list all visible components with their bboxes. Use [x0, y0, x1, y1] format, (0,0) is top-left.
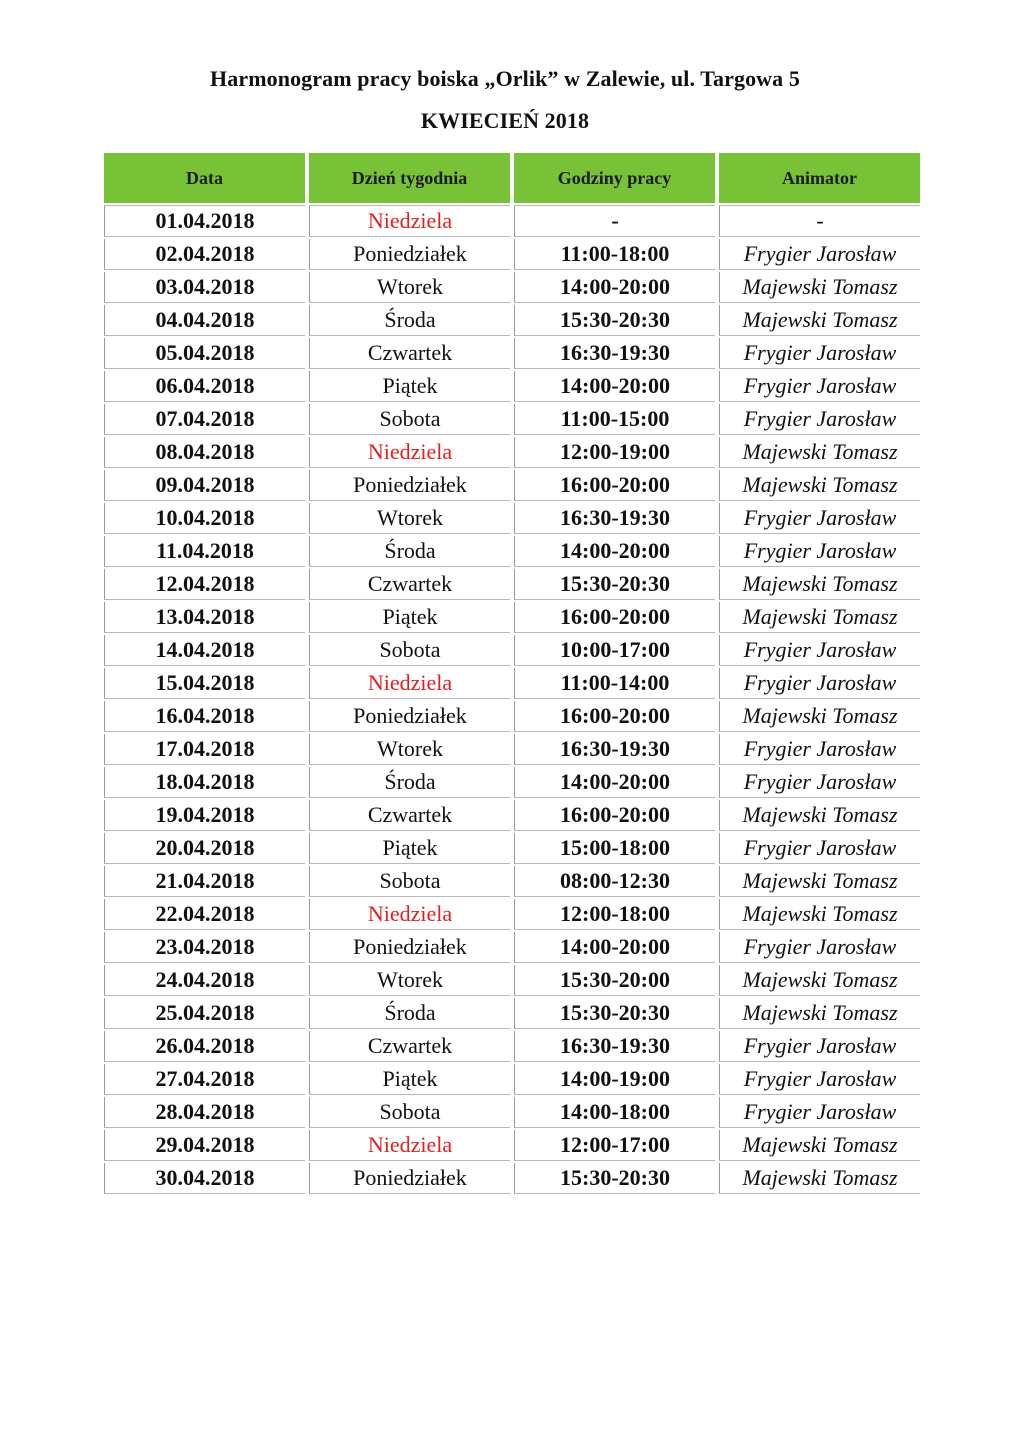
table-row	[104, 404, 920, 435]
cell-animator: Majewski Tomasz	[719, 701, 920, 732]
cell-animator: Majewski Tomasz	[719, 899, 920, 930]
cell-date: 11.04.2018	[104, 536, 305, 567]
cell-animator: Frygier Jarosław	[719, 734, 920, 765]
cell-day: Środa	[309, 536, 510, 567]
table-row	[104, 205, 920, 237]
cell-date: 10.04.2018	[104, 503, 305, 534]
cell-day: Sobota	[309, 635, 510, 666]
cell-date: 06.04.2018	[104, 371, 305, 402]
table-row	[104, 1097, 920, 1128]
cell-animator: Majewski Tomasz	[719, 569, 920, 600]
cell-day: Sobota	[309, 404, 510, 435]
table-row	[104, 1163, 920, 1194]
cell-day: Niedziela	[309, 205, 510, 237]
cell-day: Niedziela	[309, 437, 510, 468]
cell-hours: 10:00-17:00	[514, 635, 715, 666]
cell-animator: Frygier Jarosław	[719, 635, 920, 666]
cell-day: Poniedziałek	[309, 701, 510, 732]
cell-day: Poniedziałek	[309, 932, 510, 963]
cell-animator: Majewski Tomasz	[719, 998, 920, 1029]
cell-hours: 15:30-20:30	[514, 998, 715, 1029]
cell-day: Środa	[309, 998, 510, 1029]
cell-animator: -	[719, 205, 920, 237]
table-row	[104, 998, 920, 1029]
column-header-hours: Godziny pracy	[514, 153, 715, 203]
table-row	[104, 239, 920, 270]
cell-date: 05.04.2018	[104, 338, 305, 369]
cell-date: 20.04.2018	[104, 833, 305, 864]
column-header-animator: Animator	[719, 153, 920, 203]
table-row	[104, 800, 920, 831]
cell-animator: Frygier Jarosław	[719, 1031, 920, 1062]
cell-day: Sobota	[309, 866, 510, 897]
cell-animator: Majewski Tomasz	[719, 437, 920, 468]
cell-date: 01.04.2018	[104, 205, 305, 237]
cell-hours: -	[514, 205, 715, 237]
cell-date: 12.04.2018	[104, 569, 305, 600]
table-row	[104, 833, 920, 864]
cell-date: 03.04.2018	[104, 272, 305, 303]
cell-animator: Frygier Jarosław	[719, 932, 920, 963]
cell-date: 04.04.2018	[104, 305, 305, 336]
cell-date: 25.04.2018	[104, 998, 305, 1029]
cell-date: 09.04.2018	[104, 470, 305, 501]
cell-date: 26.04.2018	[104, 1031, 305, 1062]
cell-day: Wtorek	[309, 734, 510, 765]
cell-day: Czwartek	[309, 800, 510, 831]
cell-hours: 16:00-20:00	[514, 470, 715, 501]
cell-day: Piątek	[309, 1064, 510, 1095]
cell-hours: 16:00-20:00	[514, 701, 715, 732]
cell-hours: 14:00-20:00	[514, 371, 715, 402]
cell-animator: Majewski Tomasz	[719, 602, 920, 633]
cell-day: Poniedziałek	[309, 239, 510, 270]
cell-day: Wtorek	[309, 965, 510, 996]
cell-day: Czwartek	[309, 569, 510, 600]
cell-animator: Majewski Tomasz	[719, 965, 920, 996]
cell-animator: Frygier Jarosław	[719, 1064, 920, 1095]
cell-hours: 16:00-20:00	[514, 800, 715, 831]
cell-animator: Majewski Tomasz	[719, 866, 920, 897]
document-title: Harmonogram pracy boiska „Orlik” w Zalewie, ul. Targowa 5	[210, 66, 800, 91]
cell-hours: 16:30-19:30	[514, 1031, 715, 1062]
cell-hours: 16:30-19:30	[514, 503, 715, 534]
table-row	[104, 767, 920, 798]
cell-animator: Majewski Tomasz	[719, 800, 920, 831]
cell-day: Piątek	[309, 833, 510, 864]
cell-hours: 15:30-20:30	[514, 305, 715, 336]
cell-hours: 11:00-15:00	[514, 404, 715, 435]
cell-date: 24.04.2018	[104, 965, 305, 996]
cell-date: 13.04.2018	[104, 602, 305, 633]
table-row	[104, 965, 920, 996]
cell-date: 30.04.2018	[104, 1163, 305, 1194]
cell-day: Poniedziałek	[309, 470, 510, 501]
cell-day: Poniedziałek	[309, 1163, 510, 1194]
table-row	[104, 338, 920, 369]
cell-date: 15.04.2018	[104, 668, 305, 699]
table-row	[104, 503, 920, 534]
cell-animator: Majewski Tomasz	[719, 305, 920, 336]
cell-hours: 15:30-20:30	[514, 569, 715, 600]
cell-date: 02.04.2018	[104, 239, 305, 270]
cell-day: Środa	[309, 767, 510, 798]
table-row	[104, 569, 920, 600]
cell-animator: Frygier Jarosław	[719, 1097, 920, 1128]
table-row	[104, 272, 920, 303]
table-header-row	[104, 153, 920, 203]
cell-animator: Majewski Tomasz	[719, 1163, 920, 1194]
cell-animator: Frygier Jarosław	[719, 833, 920, 864]
cell-hours: 16:30-19:30	[514, 338, 715, 369]
cell-date: 16.04.2018	[104, 701, 305, 732]
table-header	[104, 153, 920, 203]
cell-date: 27.04.2018	[104, 1064, 305, 1095]
table-row	[104, 701, 920, 732]
cell-animator: Majewski Tomasz	[719, 1130, 920, 1161]
cell-date: 28.04.2018	[104, 1097, 305, 1128]
cell-day: Niedziela	[309, 899, 510, 930]
cell-day: Wtorek	[309, 503, 510, 534]
cell-day: Niedziela	[309, 1130, 510, 1161]
cell-hours: 14:00-20:00	[514, 767, 715, 798]
table-row	[104, 734, 920, 765]
table-row	[104, 635, 920, 666]
cell-hours: 16:30-19:30	[514, 734, 715, 765]
cell-day: Sobota	[309, 1097, 510, 1128]
cell-date: 18.04.2018	[104, 767, 305, 798]
table-row	[104, 437, 920, 468]
document-subtitle: KWIECIEŃ 2018	[420, 108, 590, 133]
table-row	[104, 866, 920, 897]
cell-hours: 15:30-20:30	[514, 1163, 715, 1194]
table-row	[104, 536, 920, 567]
cell-animator: Majewski Tomasz	[719, 272, 920, 303]
cell-date: 07.04.2018	[104, 404, 305, 435]
table-row	[104, 1130, 920, 1161]
cell-animator: Frygier Jarosław	[719, 338, 920, 369]
cell-hours: 14:00-20:00	[514, 536, 715, 567]
cell-day: Czwartek	[309, 1031, 510, 1062]
cell-hours: 08:00-12:30	[514, 866, 715, 897]
cell-hours: 14:00-20:00	[514, 932, 715, 963]
cell-date: 22.04.2018	[104, 899, 305, 930]
table-row	[104, 305, 920, 336]
cell-animator: Frygier Jarosław	[719, 503, 920, 534]
cell-animator: Frygier Jarosław	[719, 371, 920, 402]
column-header-day: Dzień tygodnia	[309, 153, 510, 203]
cell-day: Piątek	[309, 371, 510, 402]
cell-date: 19.04.2018	[104, 800, 305, 831]
table-row	[104, 932, 920, 963]
cell-day: Niedziela	[309, 668, 510, 699]
cell-animator: Frygier Jarosław	[719, 668, 920, 699]
cell-hours: 14:00-18:00	[514, 1097, 715, 1128]
cell-animator: Frygier Jarosław	[719, 767, 920, 798]
cell-animator: Frygier Jarosław	[719, 239, 920, 270]
cell-hours: 15:30-20:00	[514, 965, 715, 996]
column-header-date: Data	[104, 153, 305, 203]
cell-hours: 14:00-20:00	[514, 272, 715, 303]
cell-date: 21.04.2018	[104, 866, 305, 897]
table-row	[104, 371, 920, 402]
cell-hours: 15:00-18:00	[514, 833, 715, 864]
cell-day: Piątek	[309, 602, 510, 633]
cell-hours: 16:00-20:00	[514, 602, 715, 633]
cell-date: 17.04.2018	[104, 734, 305, 765]
cell-animator: Frygier Jarosław	[719, 536, 920, 567]
cell-hours: 12:00-19:00	[514, 437, 715, 468]
cell-hours: 12:00-18:00	[514, 899, 715, 930]
cell-hours: 11:00-18:00	[514, 239, 715, 270]
cell-date: 23.04.2018	[104, 932, 305, 963]
table-row	[104, 1064, 920, 1095]
cell-day: Czwartek	[309, 338, 510, 369]
cell-day: Środa	[309, 305, 510, 336]
table-body	[104, 205, 920, 1194]
cell-hours: 11:00-14:00	[514, 668, 715, 699]
schedule-table	[100, 151, 924, 1196]
cell-date: 08.04.2018	[104, 437, 305, 468]
table-row	[104, 899, 920, 930]
cell-date: 14.04.2018	[104, 635, 305, 666]
table-row	[104, 1031, 920, 1062]
cell-animator: Majewski Tomasz	[719, 470, 920, 501]
cell-day: Wtorek	[309, 272, 510, 303]
table-row	[104, 470, 920, 501]
cell-date: 29.04.2018	[104, 1130, 305, 1161]
cell-hours: 14:00-19:00	[514, 1064, 715, 1095]
cell-animator: Frygier Jarosław	[719, 404, 920, 435]
table-row	[104, 668, 920, 699]
cell-hours: 12:00-17:00	[514, 1130, 715, 1161]
table-row	[104, 602, 920, 633]
